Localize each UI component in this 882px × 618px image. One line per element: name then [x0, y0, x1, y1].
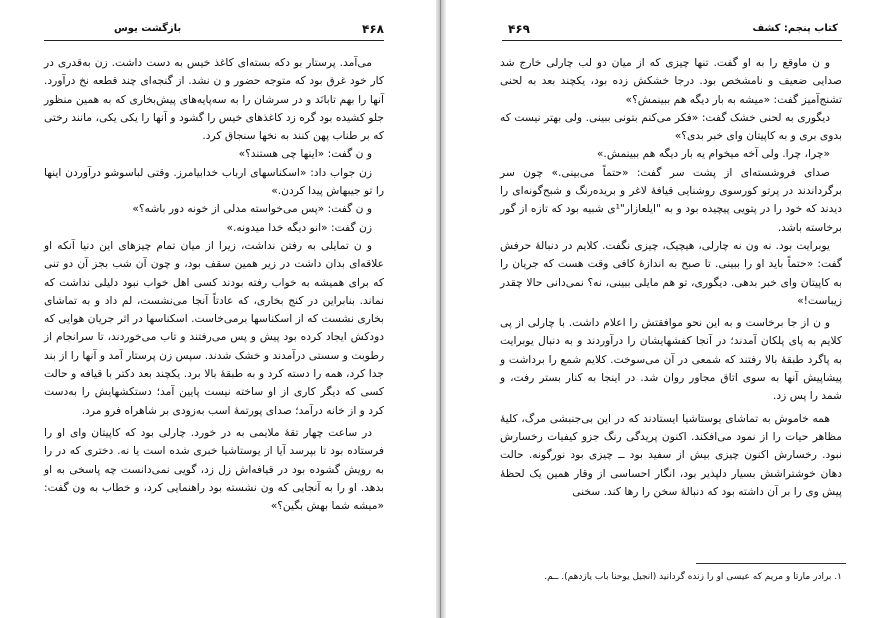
paragraph: دیگوری به لحنی خشک گفت: «فکر می‌کنم بتونی ببینی. ولی بهتر نیست که بدوی بری و به کاپیتان وای خبر بدی؟» [500, 110, 842, 143]
paragraph: و ن ماوقع را به او گفت. تنها چیزی که از میان دو لب چارلی خارج شد صدایی ضعیف و نامشخص بود. درجا خشکش زده بود، یکچند بعد به لحنی تشنج‌آمیز گفت: «میشه به بار دیگه هم ببینمش؟» [500, 56, 842, 106]
paragraph: و ن از جا برخاست و به این نحو موافقتش را اعلام داشت. با چارلی از پی کلایم به پای پلکان آمدند؛ در آنجا کفشهایشان را درآوردند و به دنبال یوبرایت به پاگرد طبقهٔ بالا رفتند که شمعی در آن می‌سوخت. کلایم شمع را برداشت و پیشاپیش آنها به سوی اتاق مجاور روان شد. در اینجا به کنار بستر رفت، و شمد را پس زد. [500, 316, 842, 403]
left-page-header [44, 22, 384, 41]
paragraph: زن گفت: «انو دیگه خدا میدونه.» [226, 220, 372, 234]
left-page [0, 0, 436, 618]
right-page-body [500, 54, 842, 501]
paragraph: «چرا، چرا. ولی آخه میخوام یه بار دیگه هم ببینمش.» [596, 147, 830, 161]
book-gutter [436, 0, 446, 618]
right-running-title: کتاب پنجم: کشف [752, 23, 838, 34]
paragraph: زن جواب داد: «اسکناسهای ارباب خدابیامرز. وقتی لباسوشو درآوردن اینها را تو جیبهاش پیدا کردن.» [44, 165, 384, 198]
footnote: ۱. برادر مارتا و مریم که عیسی او را زنده گردانید (انجیل یوحنا باب یازدهم). ــم. [544, 572, 842, 582]
right-page-number: ۴۶۹ [508, 22, 530, 36]
paragraph: همه خاموش به تماشای یوستاشیا ایستادند که در این بی‌جنبشی مرگ، کلیهٔ مظاهر حیات را از نمود می‌افکند. اکنون پریدگی رنگ جزو کیفیات رخسارش نبود. رخسارش اکنون چیزی بیش از سفید بود ــ چیزی بود نورگونه. حالت دهان خوشتراشش بسیار دلپذیر بود، انگار احساسی از وقار همین یک لحظهٔ پیش وی را بر آن داشته بود که دنبالهٔ سخن را رها کند. سخنی [500, 411, 842, 498]
paragraph: و ن تمایلی به رفتن نداشت، زیرا از میان تمام چیزهای این دنیا آنکه او علاقه‌ای بدان داشت در زیر همین سقف بود، و چون آن شب بجز آن دو تنی که برای همیشه به خواب رفته بودند کسی اهل خواب نبود دلیلی نداشت که نماند. بنابراین در کنج بخاری، که عادتاً آنجا می‌نشست، لم داد و به تماشای بخاری نشست که از اسکناسها برمی‌خاست. اسکناسها در اثر جریان هوایی که دودکش ایجاد کرده بود پیش و پس می‌رفتند و تاب می‌خوردند، تا سرانجام از رطوبت و سستی درآمدند و خشک شدند. سپس زن پرستار آمد و آنها را از بند جدا کرد، همه را دسته کرد و به طبقهٔ بالا برد. یکچند بعد دکتر با قیافه و حالت کسی که دیگر کاری از او ساخته نیست پایین آمد؛ دستکشهایش را به‌دست کرد و از خانه درآمد؛ صدای پورتمهٔ اسب به‌زودی بر شاهراه فرو مرد. [44, 238, 384, 417]
paragraph: در ساعت چهار تقهٔ ملایمی به در خورد. چارلی بود که کاپیتان وای او را فرستاده بود تا بپرسد آیا از یوستاشیا خبری شده است یا نه. دختری که در را به رویش گشوده بود در قیافه‌اش زل زد، گویی نمی‌دانست چه پاسخی به او بدهد. او را به آنجایی که ون نشسته بود راهنمایی کرد، و خطاب به ون گفت: «میشه شما بهش بگین؟» [44, 425, 384, 513]
left-running-title: بازگشت یوس [114, 23, 182, 34]
paragraph: و ن گفت: «پس می‌خواسته مدلی از خونه دور باشه؟» [132, 202, 372, 216]
left-page-number: ۴۶۸ [362, 22, 384, 36]
right-page-header [502, 22, 842, 41]
left-page-body [44, 54, 384, 515]
paragraph: یوبرایت بود. نه ون نه چارلی، هیچیک، چیزی نگفت. کلایم در دنبالهٔ حرفش گفت: «حتماً باید او را ببینی. تا صبح به اندازهٔ کافی وقت هست که جریان را به کاپیتان وای خبر بدهی. دیگوری، تو هم مایلی ببینی، نه؟ نمی‌دانی حالا چقدر زیباست!» [500, 238, 842, 307]
right-page [446, 0, 882, 618]
paragraph: و ن گفت: «اینها چی هستند؟» [238, 147, 372, 161]
footnote-rule [696, 563, 846, 564]
paragraph: می‌آمد. پرستار بو دکه بسته‌ای کاغذ خیس به دست داشت. زن به‌قدری در کار خود غرق بود که متوجه حضور و ن نشد. از گنجه‌ای چند قطعه نخ درآورد. آنها را بهم تابانَد و در سرشان را به سه‌پایه‌های پیش‌بخاری که به همین منظور جلو کشیده بود گره زد کاغذهای خیس را گشود و آنها را یکی یکی، مانند رختی که بر طناب پهن کنند به نخها سنجاق کرد. [44, 56, 384, 143]
paragraph: صدای فروشسته‌ای از پشت سر گفت: «حتماً می‌بینی.» چون سر برگرداندند در پرتو کورسوی روشنایی قیافهٔ لاغر و بریده‌رنگ و شبح‌گونه‌ای را دیدند که خود را در پتویی پیچیده بود و به "ایلعازار"¹ی شبیه بود که تازه از گور برخاسته باشد. [500, 165, 842, 234]
